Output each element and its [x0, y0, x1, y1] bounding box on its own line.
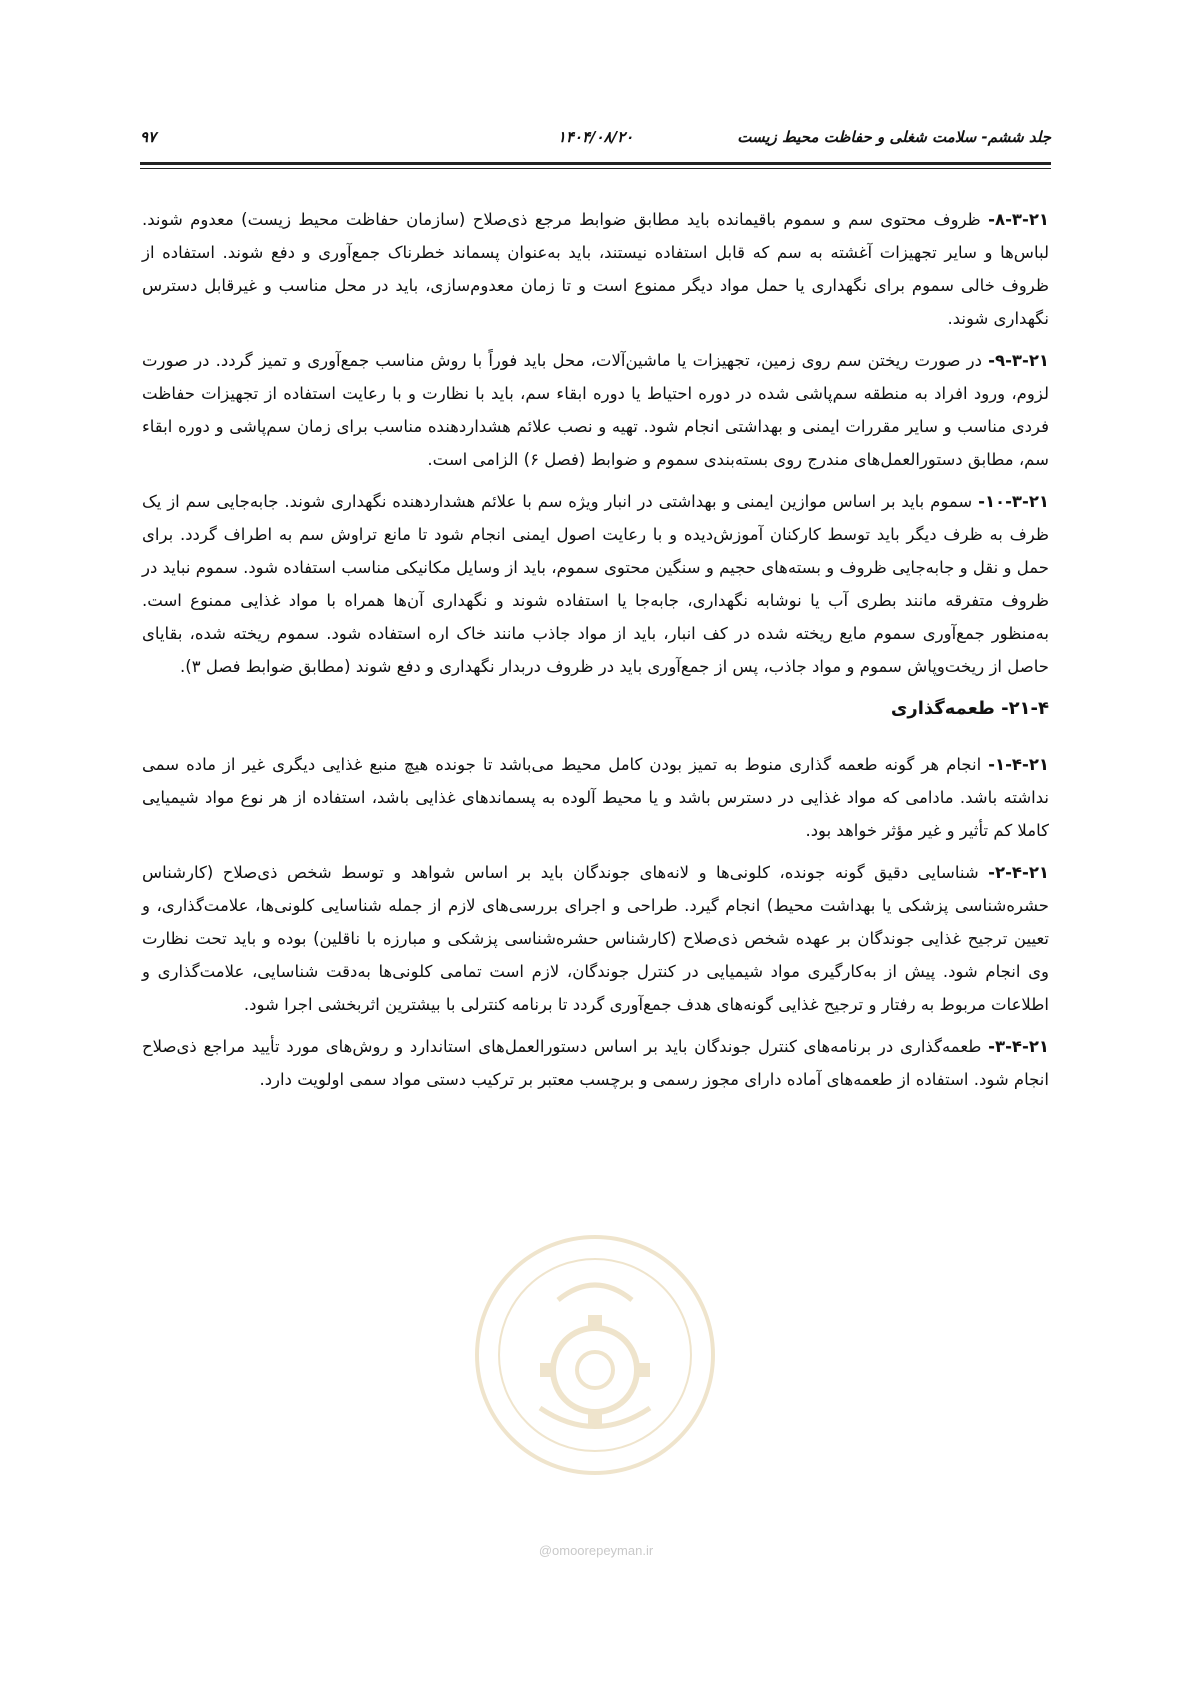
clause-text: سموم باید بر اساس موازین ایمنی و بهداشتی در انبار ویژه سم با علائم هشداردهنده نگهداری شوند. جابه‌جایی سم از یک ظرف به ظرف دیگر باید توسط کارکنان آموزش‌دیده و با رعایت اصول ایمنی انجام شود تا مانع تراوش سم به اطراف گردد. برای حمل و نقل و جابه‌جایی ظروف و بسته‌های حجیم و سنگین محتوی سموم، باید از وسایل مکانیکی مناسب استفاده شود. سموم نباید در ظروف متفرقه مانند بطری آب یا نوشابه نگهداری، جابه‌جا یا استفاده شوند و نگهداری آن‌ها همراه با مواد غذایی ممنوع است. به‌منظور جمع‌آوری سموم مایع ریخته شده در کف انبار، باید از مواد جاذب مانند خاک اره استفاده شود. سموم ریخته شده، بقایای حاصل از ریخت‌وپاش سموم و مواد جاذب، پس از جمع‌آوری باید در ظروف دربدار نگهداری و دفع شوند (مطابق ضوابط فصل ۳).	[142, 492, 1049, 676]
section-heading: ۲۱-۴- طعمه‌گذاری	[890, 698, 1049, 719]
watermark-url: @omoorepeyman.ir	[538, 1543, 654, 1558]
header-rule-thick	[140, 162, 1051, 165]
clause-text: ظروف محتوی سم و سموم باقیمانده باید مطابق ضوابط مرجع ذی‌صلاح (سازمان حفاظت محیط زیست) معدوم شوند. لباس‌ها و سایر تجهیزات آغشته به سم که قابل استفاده نیستند، باید به‌عنوان پسماند خطرناک جمع‌آوری و دفع شوند. استفاده از ظروف خالی سموم برای نگهداری یا حمل مواد دیگر ممنوع است و تا زمان معدوم‌سازی، باید در محل مناسب و غیرقابل دسترس نگهداری شوند.	[142, 210, 1049, 328]
paragraph-21-3-10	[142, 485, 1049, 683]
clause-number: ۱۰-۳-۲۱-	[978, 492, 1049, 511]
paragraph-21-4-2	[142, 856, 1049, 1021]
page-number: ۹۷	[140, 128, 157, 146]
paragraph-21-4-1	[142, 748, 1049, 847]
watermark-seal-icon	[470, 1230, 720, 1480]
paragraph-21-3-8	[142, 203, 1049, 335]
clause-number: ۳-۴-۲۱-	[988, 1037, 1049, 1056]
clause-number: ۸-۳-۲۱-	[988, 210, 1049, 229]
clause-number: ۹-۳-۲۱-	[988, 351, 1049, 370]
clause-number: ۲-۴-۲۱-	[988, 863, 1049, 882]
clause-text: شناسایی دقیق گونه جونده، کلونی‌ها و لانه‌های جوندگان باید بر اساس شواهد و توسط شخص ذی‌صلاح (کارشناس حشره‌شناسی پزشکی یا بهداشت محیط) انجام گیرد. طراحی و اجرای بررسی‌های لازم از جمله شناسایی کلونی‌ها، علامت‌گذاری، و تعیین ترجیح غذایی جوندگان بر عهده شخص ذی‌صلاح (کارشناس حشره‌شناسی پزشکی و مبارزه با ناقلین) بوده و باید تحت نظارت وی انجام شود. پیش از به‌کارگیری مواد شیمیایی در کنترل جوندگان، لازم است تمامی کلونی‌ها به‌دقت شناسایی، علامت‌گذاری و اطلاعات مربوط به رفتار و ترجیح غذایی گونه‌های هدف جمع‌آوری گردد تا برنامه کنترلی با بیشترین اثربخشی اجرا شود.	[142, 863, 1049, 1014]
running-title: جلد ششم- سلامت شغلی و حفاظت محیط زیست	[737, 128, 1051, 146]
page-header	[140, 128, 1051, 156]
document-body	[142, 203, 1049, 1105]
paragraph-21-3-9	[142, 344, 1049, 476]
clause-text: در صورت ریختن سم روی زمین، تجهیزات یا ماشین‌آلات، محل باید فوراً با روش مناسب جمع‌آوری و تمیز گردد. در صورت لزوم، ورود افراد به منطقه سم‌پاشی شده در دوره احتیاط یا دوره ابقاء سم، باید با نظارت و با رعایت استفاده از تجهیزات حفاظت فردی مناسب و سایر مقررات ایمنی و بهداشتی انجام شود. تهیه و نصب علائم هشداردهنده مناسب برای زمان سم‌پاشی و دوره ابقاء سم، مطابق دستورالعمل‌های مندرج روی بسته‌بندی سموم و ضوابط (فصل ۶) الزامی است.	[142, 351, 1049, 469]
paragraph-21-4-3	[142, 1030, 1049, 1096]
clause-number: ۱-۴-۲۱-	[988, 755, 1049, 774]
clause-text: طعمه‌گذاری در برنامه‌های کنترل جوندگان باید بر اساس دستورالعمل‌های استاندارد و روش‌های مورد تأیید مراجع ذی‌صلاح انجام شود. استفاده از طعمه‌های آماده دارای مجوز رسمی و برچسب معتبر بر ترکیب دستی مواد سمی اولویت دارد.	[142, 1037, 1049, 1089]
header-rule-thin	[140, 168, 1051, 169]
header-date: ۱۴۰۴/۰۸/۲۰	[557, 128, 634, 146]
clause-text: انجام هر گونه طعمه گذاری منوط به تمیز بودن کامل محیط می‌باشد تا جونده هیچ منبع غذایی دیگری غیر از ماده سمی نداشته باشد. مادامی که مواد غذایی در دسترس باشد و یا محیط آلوده به پسماندهای غذایی باشد، استفاده از هر نوع مواد شیمیایی کاملا کم تأثیر و غیر مؤثر خواهد بود.	[142, 755, 1049, 840]
